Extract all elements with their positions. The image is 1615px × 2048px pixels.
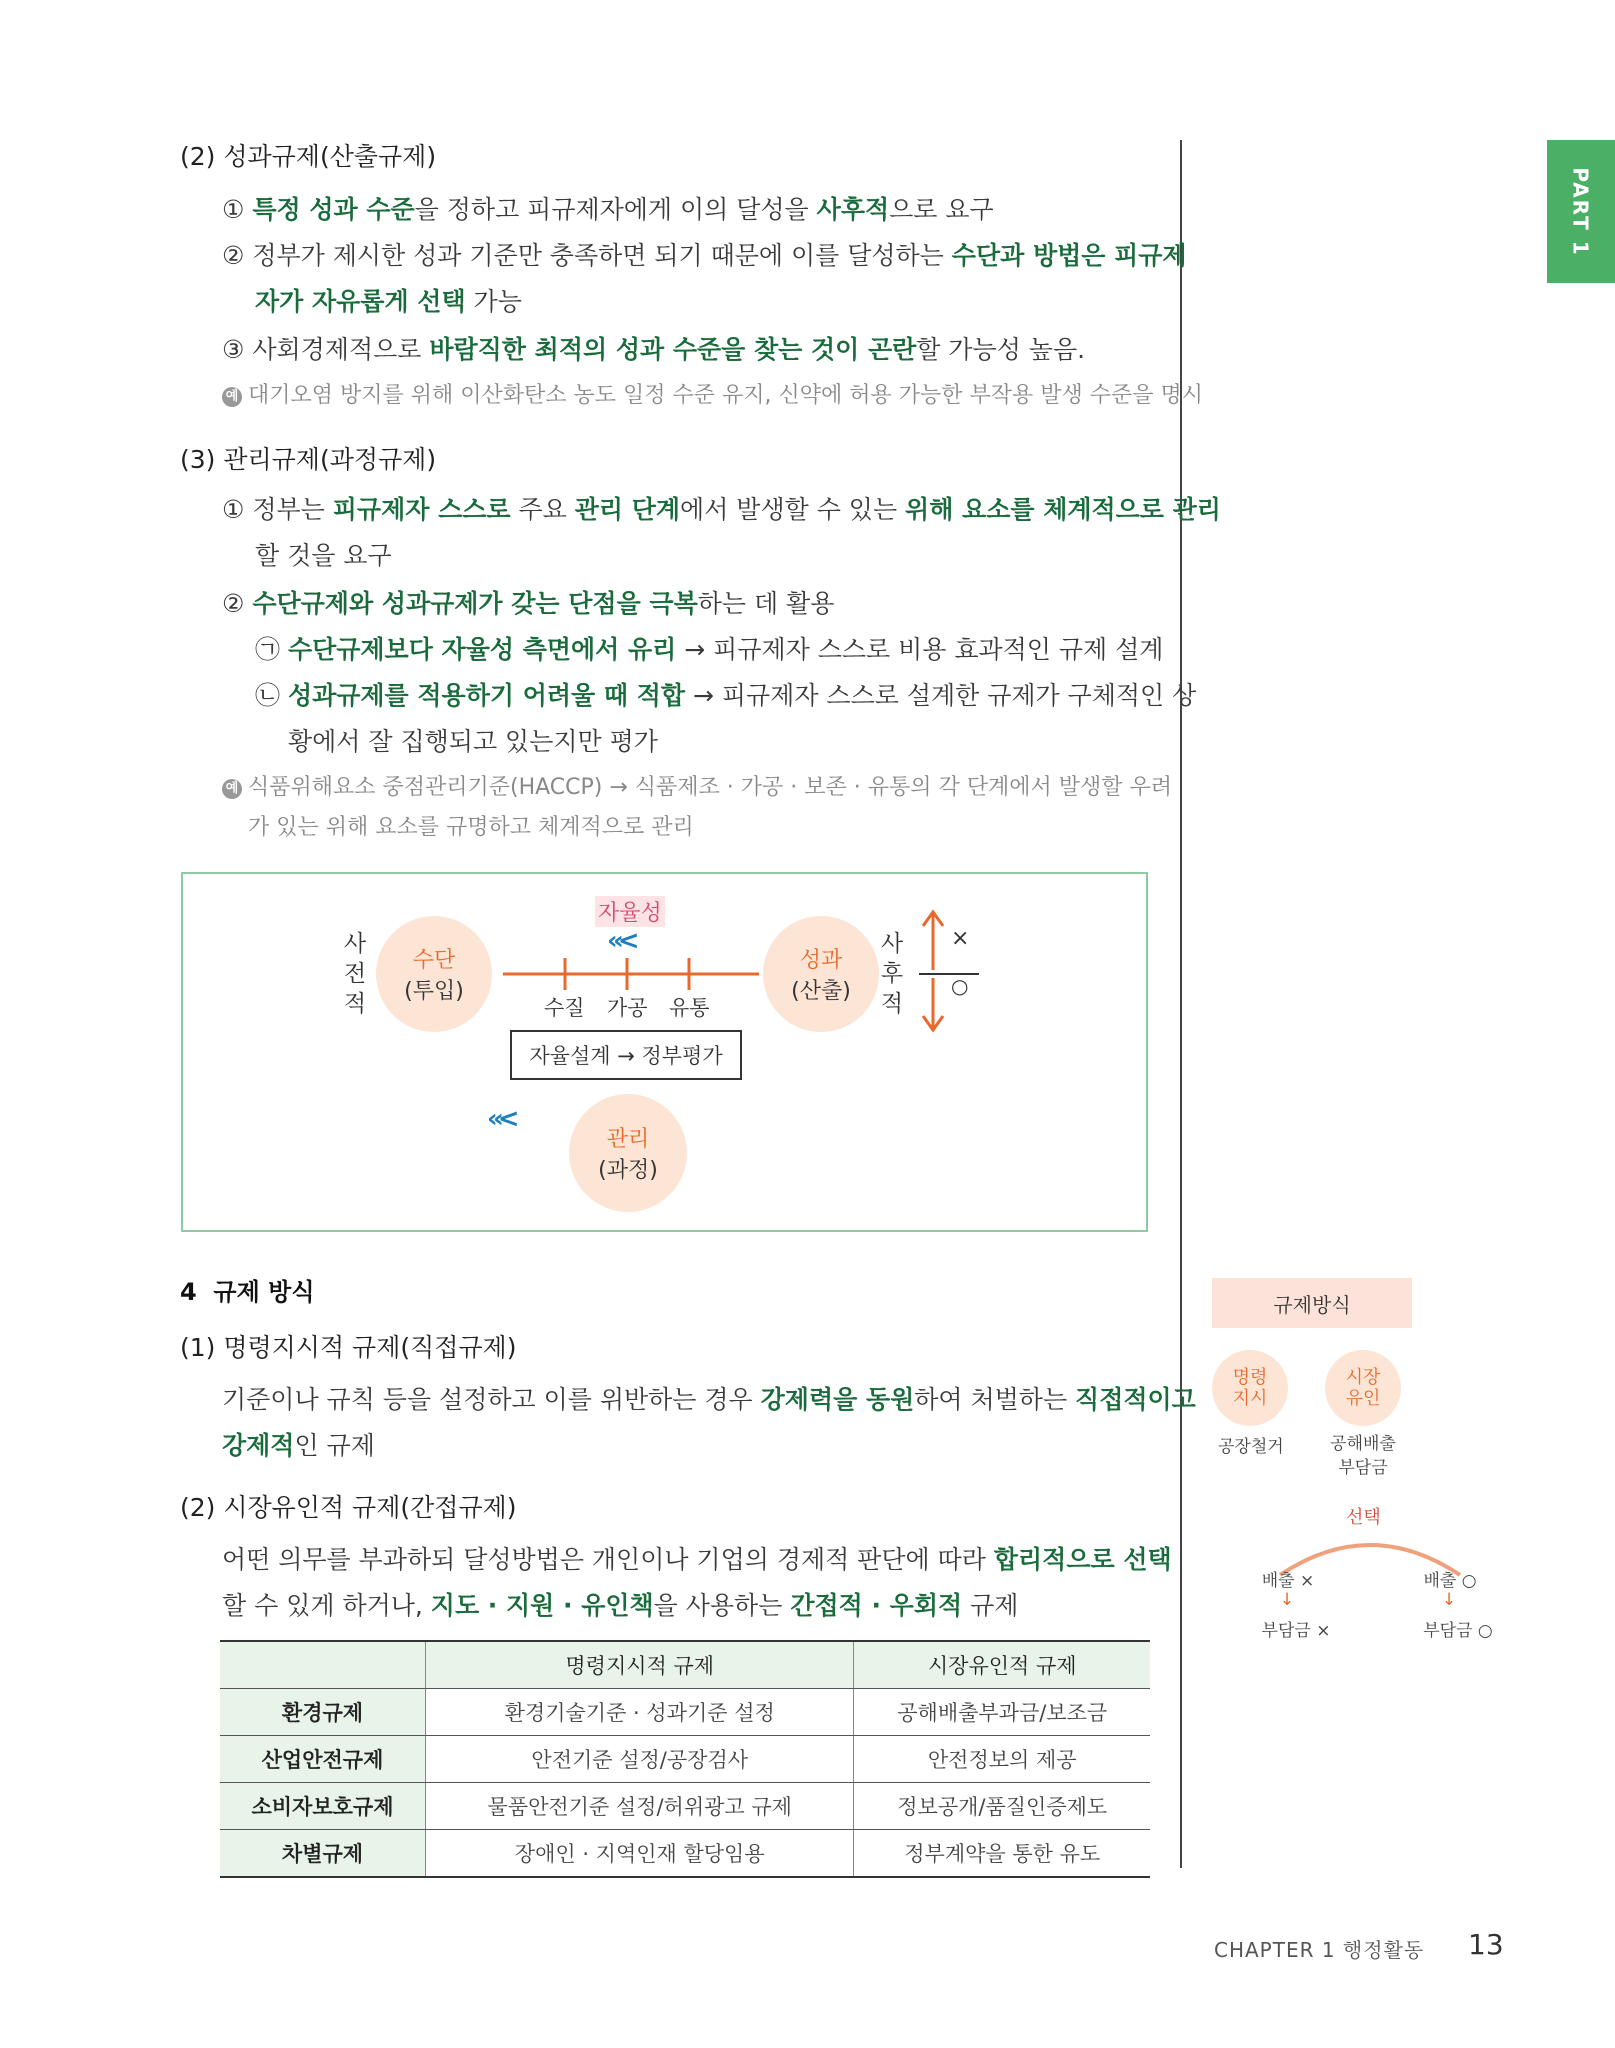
table-cell: 안전정보의 제공 — [854, 1736, 1150, 1783]
table-row — [220, 1783, 1150, 1830]
table-header: 명령지시적 규제 — [426, 1641, 854, 1689]
table-row — [220, 1830, 1150, 1878]
pre-label: 사 전 적 — [343, 931, 367, 1017]
regulation-diagram — [181, 872, 1148, 1232]
part-tab — [1547, 140, 1615, 283]
section-4-1-heading: (1) 명령지시적 규제(직접규제) — [180, 1333, 517, 1362]
performance-circle: 성과 (산출) — [763, 916, 879, 1032]
table-cell: 산업안전규제 — [220, 1736, 426, 1783]
right-emission: 배출 ○ — [1423, 1571, 1477, 1591]
o-mark: ○ — [951, 974, 969, 998]
chapter-label: CHAPTER 1 행정활동 — [1214, 1938, 1425, 1962]
tick-label: 가공 — [607, 996, 648, 1020]
command-example: 공장철거 — [1218, 1437, 1284, 1457]
sec3-line-2: 할 것을 요구 — [255, 541, 392, 570]
example-badge: 예 — [222, 387, 242, 407]
sec4-1-line-2: 강제적인 규제 — [222, 1431, 375, 1460]
table-cell: 안전기준 설정/공장검사 — [426, 1736, 854, 1783]
table-cell: 환경규제 — [220, 1689, 426, 1736]
left-charge: 부담금 × — [1261, 1621, 1331, 1641]
sec3-line-3: ② 수단규제와 성과규제가 갖는 단점을 극복하는 데 활용 — [222, 589, 835, 618]
table-header — [220, 1641, 426, 1689]
table-cell: 장애인 · 지역인재 할당임용 — [426, 1830, 854, 1878]
chevron-left-icon: «< — [607, 926, 634, 956]
sec3-line-6: 황에서 잘 집행되고 있는지만 평가 — [288, 727, 658, 756]
section-4-heading: 4 규제 방식 — [180, 1278, 315, 1306]
table-header: 시장유인적 규제 — [854, 1641, 1150, 1689]
tick-label: 수질 — [544, 996, 585, 1020]
right-charge: 부담금 ○ — [1423, 1621, 1493, 1641]
page-number: 13 — [1468, 1928, 1504, 1961]
down-arrow-icon: ↓ — [1441, 1590, 1457, 1610]
table-cell: 소비자보호규제 — [220, 1783, 426, 1830]
post-label: 사 후 적 — [880, 931, 904, 1017]
sec2-line-1: ① 특정 성과 수준을 정하고 피규제자에게 이의 달성을 사후적으로 요구 — [222, 195, 994, 224]
section-3-heading: (3) 관리규제(과정규제) — [180, 445, 437, 474]
tick-label: 유통 — [669, 996, 710, 1020]
sec3-line-1: ① 정부는 피규제자 스스로 주요 관리 단계에서 발생할 수 있는 위해 요소를 체계적으로 관리 — [222, 495, 1221, 524]
left-emission: 배출 × — [1261, 1571, 1315, 1591]
table-row — [220, 1689, 1150, 1736]
x-mark: × — [951, 926, 970, 951]
market-circle: 시장 유인 — [1325, 1350, 1401, 1426]
table-cell: 차별규제 — [220, 1830, 426, 1878]
sidebar-heading: 규제방식 — [1212, 1278, 1412, 1328]
choice-label: 선택 — [1346, 1507, 1381, 1528]
part-tab-label: PART 1 — [1569, 166, 1594, 257]
sec3-example-1: 예 식품위해요소 중점관리기준(HACCP) → 식품제조 · 가공 · 보존 · 유통의 각 단계에서 발생할 우려 — [222, 770, 1172, 801]
section-2-heading: (2) 성과규제(산출규제) — [180, 142, 437, 171]
sec2-example: 예 대기오염 방지를 위해 이산화탄소 농도 일정 수준 유지, 신약에 허용 가능한 부작용 발생 수준을 명시 — [222, 378, 1203, 409]
means-circle: 수단 (투입) — [376, 916, 492, 1032]
table-cell: 정보공개/품질인증제도 — [854, 1783, 1150, 1830]
sec3-line-4: ㉠ 수단규제보다 자율성 측면에서 유리 → 피규제자 스스로 비용 효과적인 규제 설계 — [255, 635, 1164, 664]
table-cell: 환경기술기준 · 성과기준 설정 — [426, 1689, 854, 1736]
sec4-2-line-2: 할 수 있게 하거나, 지도 · 지원 · 유인책을 사용하는 간접적 · 우회적 규제 — [222, 1591, 1019, 1620]
table-cell: 물품안전기준 설정/허위광고 규제 — [426, 1783, 854, 1830]
sec2-line-4: ③ 사회경제적으로 바람직한 최적의 성과 수준을 찾는 것이 곤란할 가능성 높음. — [222, 335, 1086, 364]
section-4-2-heading: (2) 시장유인적 규제(간접규제) — [180, 1493, 517, 1522]
table-cell: 공해배출부과금/보조금 — [854, 1689, 1150, 1736]
table-row — [220, 1736, 1150, 1783]
chevron-left-icon: «< — [487, 1104, 514, 1134]
market-example: 공해배출 부담금 — [1330, 1434, 1396, 1478]
table-cell: 정부계약을 통한 유도 — [854, 1830, 1150, 1878]
sec2-line-3: 자가 자유롭게 선택 가능 — [255, 287, 522, 316]
regulation-table — [220, 1640, 1150, 1878]
sec2-line-2: ② 정부가 제시한 성과 기준만 충족하면 되기 때문에 이를 달성하는 수단과 방법은 피규제 — [222, 241, 1187, 270]
sec3-line-5: ㉡ 성과규제를 적용하기 어려울 때 적합 → 피규제자 스스로 설계한 규제가 구체적인 상 — [255, 681, 1197, 710]
down-arrow-icon: ↓ — [1279, 1590, 1295, 1610]
example-badge: 예 — [222, 779, 242, 799]
table-header-row — [220, 1641, 1150, 1689]
management-circle: 관리 (과정) — [569, 1094, 687, 1212]
sec4-2-line-1: 어떤 의무를 부과하되 달성방법은 개인이나 기업의 경제적 판단에 따라 합리적으로 선택 — [222, 1545, 1172, 1574]
self-design-box: 자율설계 → 정부평가 — [510, 1030, 742, 1080]
autonomy-label: 자율성 — [595, 896, 665, 927]
sec3-example-2: 가 있는 위해 요소를 규명하고 체계적으로 관리 — [248, 815, 694, 840]
command-circle: 명령 지시 — [1212, 1350, 1288, 1426]
sec4-1-line-1: 기준이나 규칙 등을 설정하고 이를 위반하는 경우 강제력을 동원하여 처벌하는 직접적이고 — [222, 1385, 1196, 1414]
